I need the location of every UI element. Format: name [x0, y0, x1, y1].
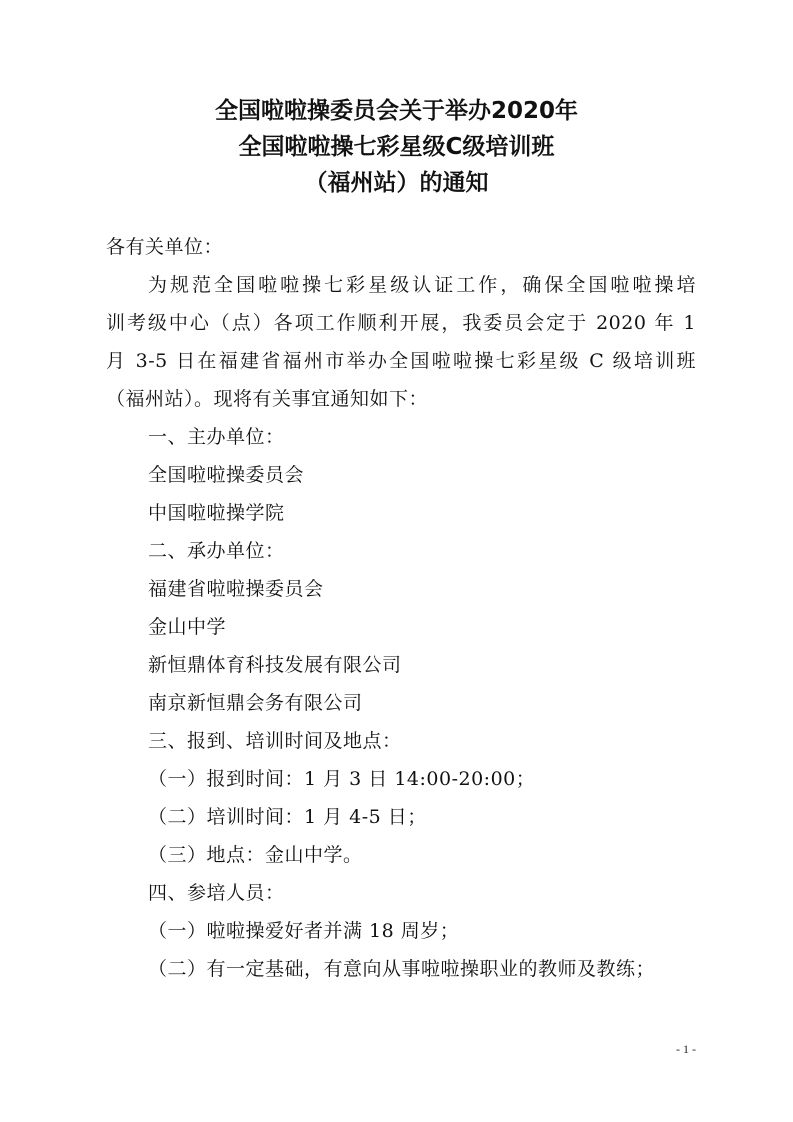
title-line-3: （福州站）的通知 [304, 170, 489, 196]
intro-line-4: （福州站）。现将有关事宜通知如下： [106, 388, 429, 410]
section-heading-participants: 四、参培人员： [148, 882, 285, 904]
schedule-item: （三）地点：金山中学。 [148, 844, 363, 866]
schedule-item: （二）培训时间：1 月 4-5 日； [148, 806, 427, 828]
document-body [106, 228, 696, 988]
section-heading-schedule: 三、报到、培训时间及地点： [148, 730, 402, 752]
title-line-1: 全国啦啦操委员会关于举办2020年 [214, 98, 578, 124]
participant-item: （一）啦啦操爱好者并满 18 周岁； [148, 920, 460, 942]
intro-line-3: 月 3-5 日在福建省福州市举办全国啦啦操七彩星级 C 级培训班 [106, 350, 696, 372]
host-item: 新恒鼎体育科技发展有限公司 [148, 654, 402, 676]
salutation: 各有关单位： [106, 236, 224, 258]
host-item: 金山中学 [148, 616, 227, 638]
host-item: 南京新恒鼎会务有限公司 [148, 692, 363, 714]
title-line-2: 全国啦啦操七彩星级C级培训班 [238, 134, 555, 160]
section-heading-organizers: 一、主办单位： [148, 426, 285, 448]
schedule-item: （一）报到时间：1 月 3 日 14:00-20:00； [148, 768, 536, 790]
document-title [0, 96, 793, 204]
participant-item: （二）有一定基础，有意向从事啦啦操职业的教师及教练； [148, 958, 656, 980]
intro-line-1: 为规范全国啦啦操七彩星级认证工作，确保全国啦啦操培 [148, 274, 696, 296]
page-number: - 1 - [676, 1042, 696, 1056]
organizer-item: 中国啦啦操学院 [148, 502, 285, 524]
section-heading-hosts: 二、承办单位： [148, 540, 285, 562]
organizer-item: 全国啦啦操委员会 [148, 464, 305, 486]
intro-line-2: 训考级中心（点）各项工作顺利开展，我委员会定于 2020 年 1 [106, 312, 696, 334]
host-item: 福建省啦啦操委员会 [148, 578, 324, 600]
